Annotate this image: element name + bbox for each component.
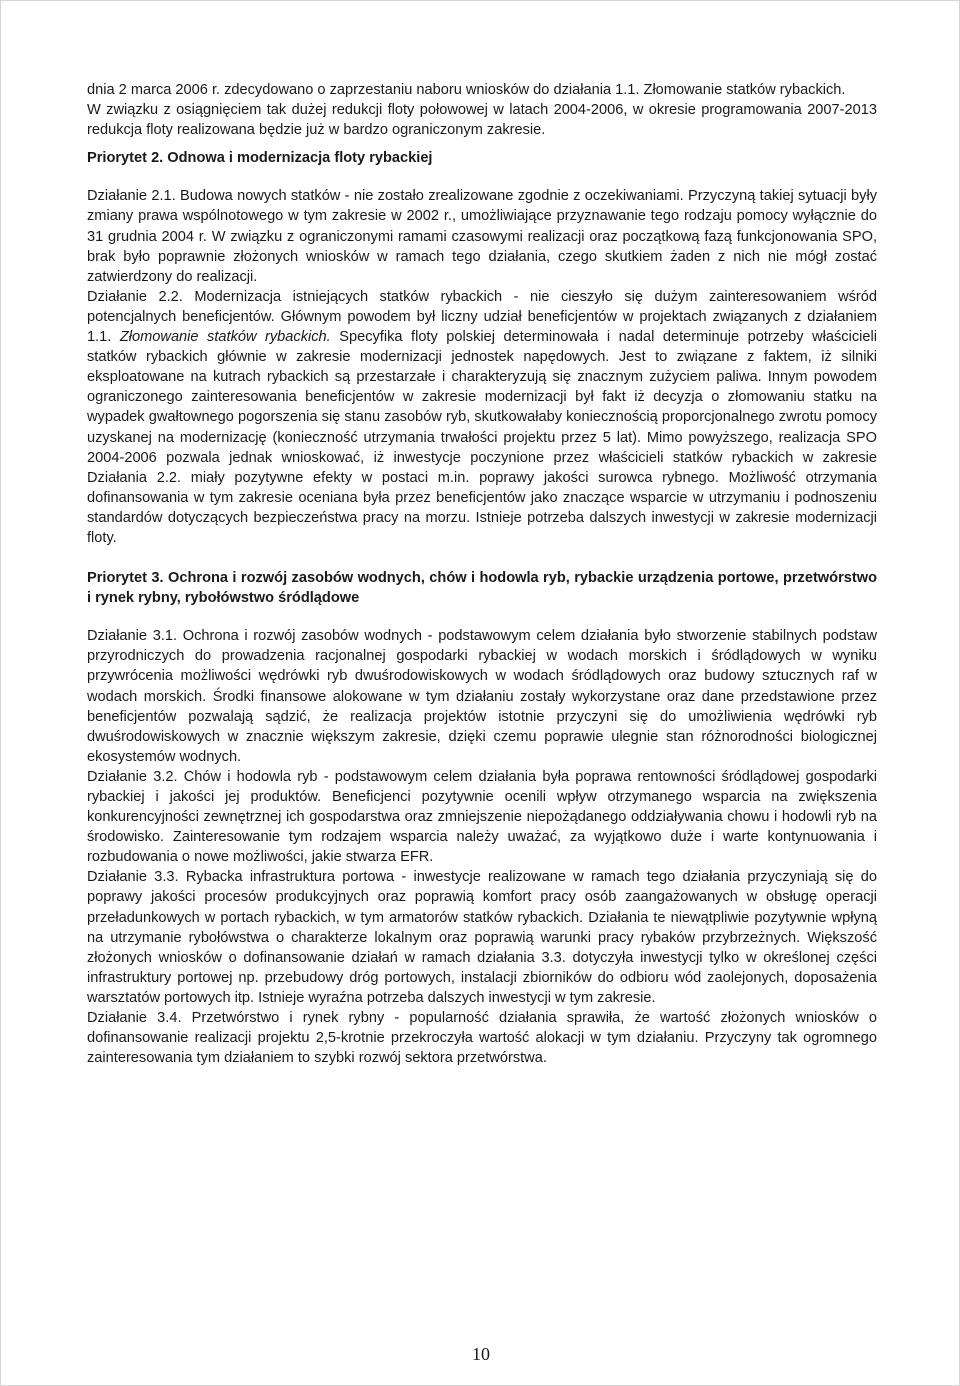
heading-priority-3: Priorytet 3. Ochrona i rozwój zasobów wodnych, chów i hodowla ryb, rybackie urządzenia portowe, przetwórstwo i rynek rybny, rybołówstwo śródlądowe [87,570,877,607]
heading-priority-2: Priorytet 2. Odnowa i modernizacja floty rybackiej [87,150,433,167]
paragraph-action-3-4: Działanie 3.4. Przetwórstwo i rynek rybny - popularność działania sprawiła, że wartość złożonych wniosków o dofinansowanie realizacji projektu 2,5-krotnie przekroczyła wartość alokacji w tym działaniu. Przyczyny tak ogromnego zainteresowania tym działaniem to szybki rozwój sektora przetwórstwa. [87,1010,877,1067]
page-number: 10 [472,1344,490,1364]
action-2-2-italic-title: Złomowanie statków rybackich. [119,329,331,346]
paragraph-intro-1: dnia 2 marca 2006 r. zdecydowano o zaprzestaniu naboru wniosków do działania 1.1. Złomowanie statków rybackich. [87,82,846,98]
paragraph-intro-2: W związku z osiągnięciem tak dużej redukcji floty połowowej w latach 2004-2006, w okresie programowania 2007-2013 redukcja floty realizowana będzie już w bardzo ograniczonym zakresie. [87,102,877,139]
paragraph-action-3-2: Działanie 3.2. Chów i hodowla ryb - podstawowym celem działania była poprawa rentowności śródlądowej gospodarki rybackiej i jakości jej produktów. Beneficjenci pozytywnie ocenili wpływ otrzymanego wsparcia na zwiększenia konkurencyjności zewnętrznej ich gospodarstwa oraz zmniejszenie niepożądanego oddziaływania chowu i hodowli ryb na środowisko. Zainteresowanie tym rodzajem wsparcia należy uważać, za wyjątkowo duże i warte kontynuowania i rozbudowania o nowe możliwości, jakie stwarza EFR. [87,768,877,866]
document-body [87,80,877,1068]
action-2-2-text-a: Działanie 2.2. Modernizacja istniejących statków rybackich - nie cieszyło się dużym zainteresowaniem wśród potencjalnych beneficjentów. Głównym powodem był liczny udział beneficjentów w projektach związanych z działaniem 1.1. [87,288,877,346]
action-2-2-text-b: Specyfika floty polskiej determinowała i nadal determinuje potrzeby właścicieli statków rybackich głównie w zakresie modernizacji jednostek napędowych. Jest to związane z faktem, iż silniki eksploatowane na kutrach rybackich są przestarzałe i charakteryzują się znacznym zużyciem paliwa. Innym powodem ograniczonego zainteresowania beneficjentów w zakresie modernizacji był fakt iż decyzja o złomowaniu statku na wypadek gwałtownego pogorszenia się stanu zasobów ryb, skutkowałaby koniecznością proporcjonalnego zwrotu pomocy uzyskanej na modernizację (konieczność utrzymania trwałości projektu przez 5 lat). Mimo powyższego, realizacja SPO 2004-2006 pozwala jednak wnioskować, iż inwestycje poczynione przez właścicieli statków rybackich w zakresie Działania 2.2. miały pozytywne efekty w postaci m.in. poprawy jakości surowca rybnego. Możliwość otrzymania dofinansowania w tym zakresie oceniana była przez beneficjentów jako znaczące wsparcie w utrzymaniu i podnoszeniu standardów dotyczących bezpieczeństwa pracy na morzu. Istnieje potrzeba dalszych inwestycji w zakresie modernizacji floty. [87,329,877,546]
paragraph-action-3-1: Działanie 3.1. Ochrona i rozwój zasobów wodnych - podstawowym celem działania było stworzenie stabilnych podstaw przyrodniczych do prowadzenia racjonalnej gospodarki rybackiej w wodach morskich i śródlądowych w wyniku przywrócenia możliwości wędrówki ryb dwuśrodowiskowych w wodach śródlądowych oraz budowy sztucznych raf w wodach morskich. Środki finansowe alokowane w tym działaniu zostały wykorzystane oraz dane przedstawione przez beneficjentów pozwalają sądzić, że realizacja projektów istotnie przyczyni się do umożliwienia wędrówki ryb dwuśrodowiskowych w znacznie większym zakresie, dzięki czemu poprawie ulegnie stan różnorodności biologicznej ekosystemów wodnych. [87,628,877,765]
paragraph-action-2-2 [87,287,877,548]
paragraph-action-3-3: Działanie 3.3. Rybacka infrastruktura portowa - inwestycje realizowane w ramach tego działania przyczyniają się do poprawy jakości procesów produkcyjnych oraz poprawią komfort pracy osób zaangażowanych w obsługę operacji przeładunkowych w portach rybackich, w tym armatorów statków rybackich. Działania te niewątpliwie pozytywnie wpłyną na utrzymanie rybołówstwa o charakterze lokalnym oraz poprawią warunki pracy rybaków przybrzeżnych. Większość złożonych wniosków o dofinansowanie działań w ramach działania 3.3. dotyczyła inwestycji tylko w określonej części infrastruktury portowej np. przebudowy dróg portowych, instalacji zbiorników do odbioru wód zaolejonych, doposażenia warsztatów portowych itp. Istnieje wyraźna potrzeba dalszych inwestycji w tym zakresie. [87,869,877,1006]
paragraph-action-2-1: Działanie 2.1. Budowa nowych statków - nie zostało zrealizowane zgodnie z oczekiwaniami. Przyczyną takiej sytuacji były zmiany prawa wspólnotowego w tym zakresie w 2002 r., umożliwiające przyznawanie tego rodzaju pomocy wyłącznie do 31 grudnia 2004 r. W związku z ograniczonymi ramami czasowymi realizacji oraz początkową fazą funkcjonowania SPO, brak było poprawnie złożonych wniosków w ramach tego działania, czego skutkiem żaden z nich nie mógł zostać zatwierdzony do realizacji. [87,188,877,285]
